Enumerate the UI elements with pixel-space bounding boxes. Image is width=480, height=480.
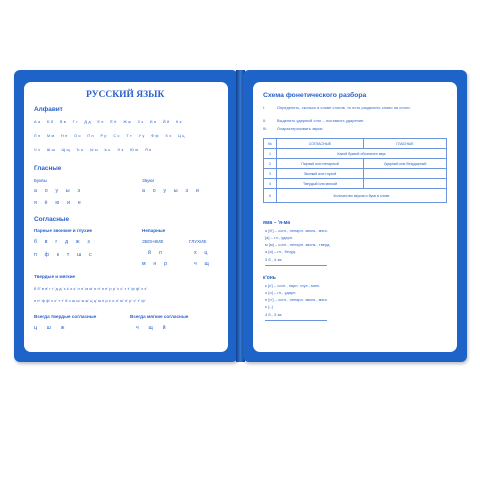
example-1-line: [а] – гл., ударн. [265,236,294,240]
table-row [264,179,447,189]
vowel-letters-1: а о у ы э [34,188,81,194]
alphabet-row-2: Лл Мм Нн Оо Пп Рр Сс Тт Уу Фф Хх Цц [34,134,186,138]
page-title: РУССКИЙ ЯЗЫК [86,90,165,100]
letters-label: Буквы [34,178,47,183]
unpaired-voiced-2: м н р [142,261,168,267]
consonants-heading: Согласные [34,216,70,223]
step-1-num: I. [263,106,266,110]
always-hard-letters: ц ш ж [34,325,65,331]
paired-label: Парные звонкие и глухие [34,228,93,233]
alphabet-heading: Алфавит [34,106,63,113]
table-row [264,169,447,179]
step-2-num: II. [263,119,267,123]
always-hard-label: Всегда твердые согласные [34,314,97,319]
table-cell-num: 3 [264,169,277,179]
step-1-text: Определить, сколько в слове слогов, то есть разделить слово на слоги. [277,106,411,110]
example-1-word: яма – 'я-ма [263,220,291,226]
example-1-line: я [й'] – согл., непарн. звонк., мягк. [265,229,328,233]
table-cell-num: 5 [264,189,277,203]
unpaired-voiced-1: й л [148,250,162,256]
right-page-content [253,82,457,352]
table-cell-empty [364,179,447,189]
unpaired-label: Непарные [142,228,166,233]
alphabet-row-1: Аа Бб Вв Гг Дд Ее Ёё Жж Зз Ии Йй Кк [34,120,183,124]
unpaired-voiceless-2: ч щ [194,261,210,267]
table-header-consonants: СОГЛАСНЫЕ [277,139,364,149]
notebook-spread [14,70,467,370]
table-cell-empty [364,169,447,179]
divider [265,265,327,266]
right-title: Схема фонетического разбора [263,92,367,99]
step-2-text: Выделить ударный слог – поставить ударение. [277,119,365,123]
table-cell: Звонкий или глухой [277,169,364,179]
table-row [264,189,447,203]
voiced-label: ЗВОНКИЕ [142,239,164,244]
table-header-vowels: ГЛАСНЫЕ [364,139,447,149]
unpaired-voiceless-1: х ц [194,250,208,256]
right-page [243,70,467,362]
example-1-line: м [м] – согл., непарн. звонк., тверд. [265,243,331,247]
table-cell-num: 1 [264,149,277,159]
left-page-content [24,82,228,352]
table-header-num: № [264,139,277,149]
table-cell-num: 2 [264,159,277,169]
table-cell: Ударный или безударный [364,159,447,169]
example-2-line: ь [–] [265,305,273,309]
paired-row-2: п ф к т ш с [34,252,92,258]
table-cell-num: 4 [264,179,277,189]
hard-soft-row-1: б б' в в' г г' д д' з з' к к' л л' м м' н н' п п' р р' с с' т т' ф ф' х х' [34,286,148,291]
hard-soft-label: Твердые и мягкие [34,274,76,279]
alphabet-row-3: Чч Шш Щщ Ъъ Ыы Ьь Ээ Юю Яя [34,148,153,152]
example-1-summary: 3 б., 4 зв. [265,258,283,262]
voiceless-label: ГЛУХИЕ [189,239,207,244]
left-page [14,70,238,362]
vowels-heading: Гласные [34,165,62,172]
always-soft-letters: ч щ й [136,325,166,331]
step-3-text: Охарактеризовать звуки: [277,127,324,131]
sounds-label: Звуки [142,178,154,183]
divider [265,320,327,321]
table-row [264,159,447,169]
table-row [264,149,447,159]
example-2-word: к'онь [263,275,276,281]
vowel-sounds: а о у ы э и [142,188,200,194]
example-2-summary: 4 б., 3 зв. [265,313,283,317]
phonetic-table [263,138,447,203]
example-2-line: к [к'] – согл., парн. глух., мягк. [265,284,321,288]
always-soft-label: Всегда мягкие согласные [130,314,189,319]
hard-soft-row-2: п п' ф ф' к к' т т' й ч ш ш' ж ж' ц ц' м н р с л л' м' н' р' с' т' ф' [34,298,146,303]
example-2-line: н [н'] – согл., непарн. звонк., мягк. [265,298,328,302]
table-cell: Твердый или мягкий [277,179,364,189]
step-3-num: III. [263,127,268,131]
example-2-line: о [о] – гл., ударн. [265,291,297,295]
paired-row-1: б в г д ж з [34,239,90,245]
table-cell: Какой буквой обозначен звук [277,149,447,159]
table-cell: Парный или непарный [277,159,364,169]
vowel-letters-2: я ё ю и е [34,200,81,206]
example-1-line: а [а] – гл., безуд. [265,250,297,254]
table-cell: Количество звуков и букв в слове [277,189,447,203]
